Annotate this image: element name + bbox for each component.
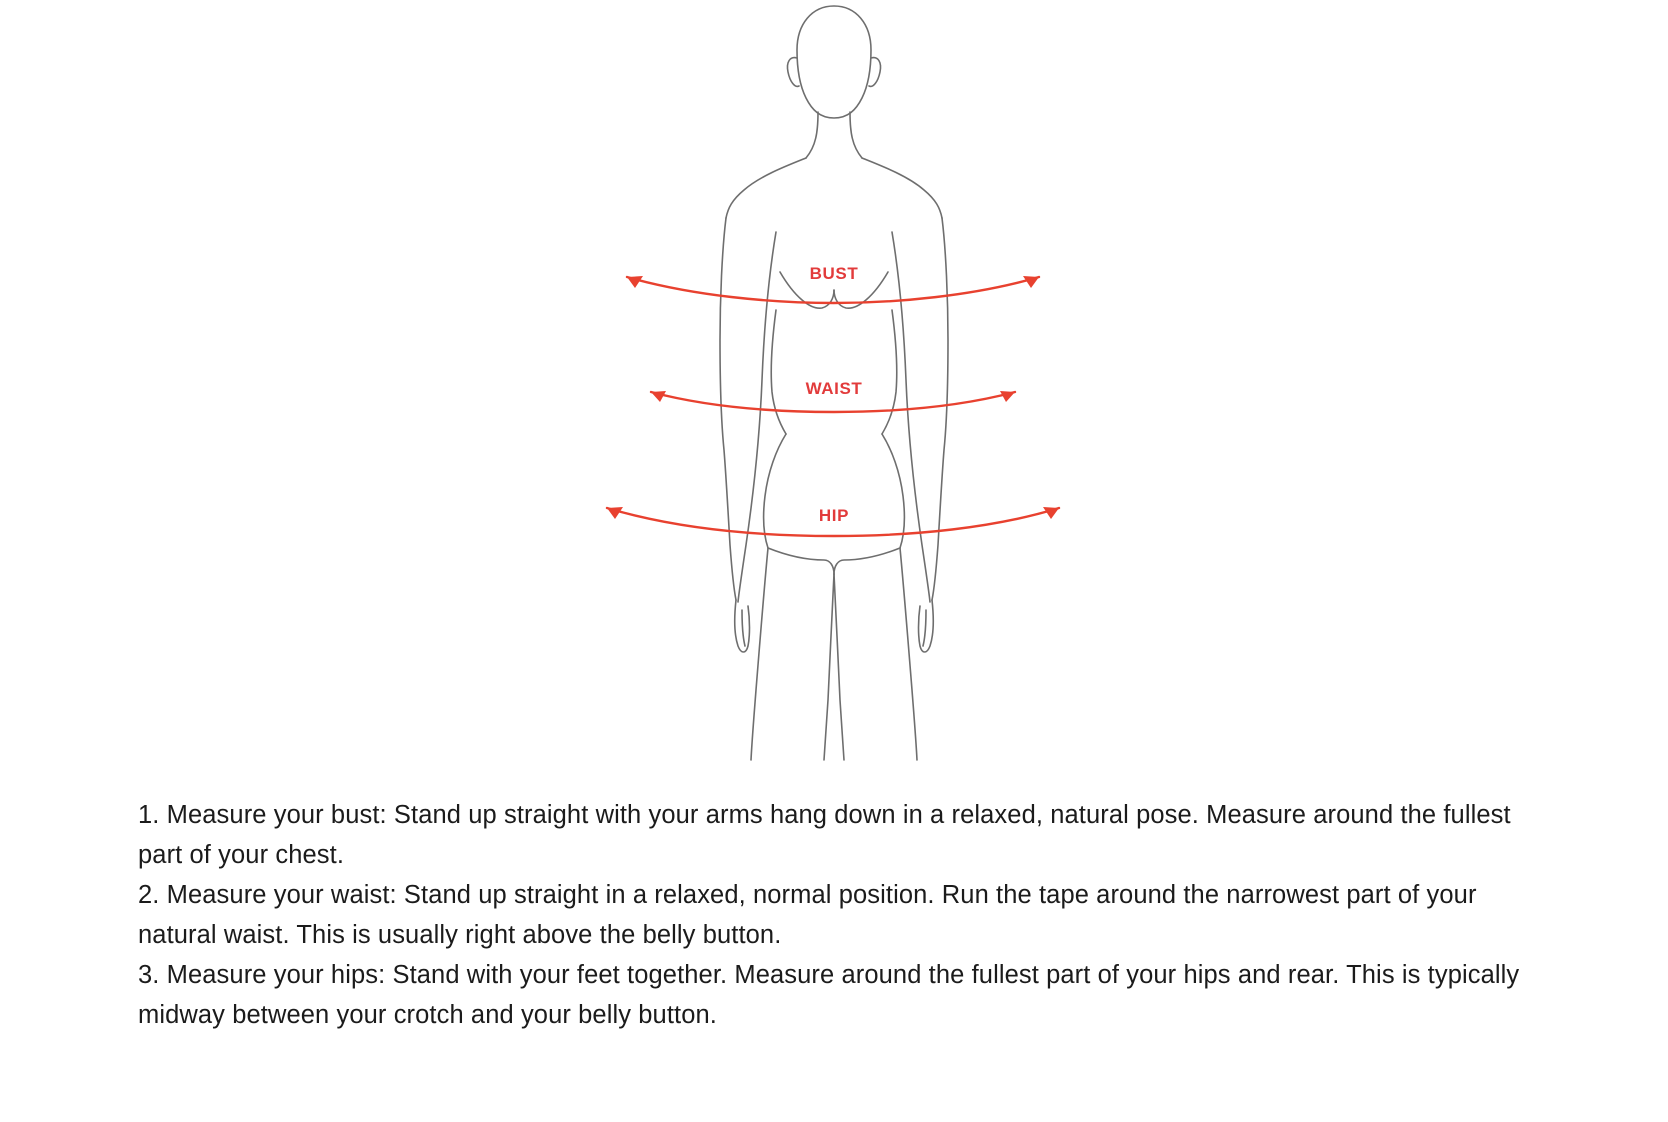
- instruction-hips: 3. Measure your hips: Stand with your feet together. Measure around the fullest part of your hips and rear. This is typically midway between your crotch and your belly button.: [138, 961, 1520, 1029]
- brief-left: [768, 548, 834, 574]
- torso-right: [882, 310, 897, 434]
- measuring-instructions: [138, 795, 1538, 1035]
- left-leg-outer: [751, 548, 768, 760]
- hip-label: HIP: [818, 506, 850, 525]
- bust-label: BUST: [809, 264, 859, 283]
- bust-arrow-left: [627, 276, 643, 288]
- left-hand-finger: [742, 610, 745, 646]
- brief-right: [834, 548, 900, 574]
- right-leg-outer: [900, 548, 917, 760]
- instruction-bust: 1. Measure your bust: Stand up straight with your arms hang down in a relaxed, natural pose. Measure around the fullest part of your chest.: [138, 801, 1511, 869]
- waist-label: WAIST: [805, 379, 863, 398]
- left-shoulder: [726, 158, 806, 218]
- right-arm-outer: [932, 218, 948, 600]
- body-diagram-svg: [554, 0, 1114, 780]
- right-shoulder: [862, 158, 942, 218]
- hip-left: [764, 434, 786, 548]
- instruction-waist: 2. Measure your waist: Stand up straight in a relaxed, normal position. Run the tape around the narrowest part of your natural waist. This is usually right above the belly button.: [138, 881, 1477, 949]
- right-leg-inner: [834, 574, 844, 760]
- left-leg-inner: [824, 574, 834, 760]
- neck-right: [850, 112, 862, 158]
- torso-left: [771, 310, 786, 434]
- left-arm-inner: [738, 232, 776, 602]
- left-arm-outer: [720, 218, 736, 600]
- right-hand-finger: [923, 610, 926, 646]
- waist-arrow-left: [651, 391, 666, 402]
- bust-arrow-right: [1023, 276, 1039, 288]
- neck-left: [806, 112, 818, 158]
- right-arm-inner: [892, 232, 930, 602]
- hip-right: [882, 434, 904, 548]
- waist-arrow-right: [1000, 391, 1015, 402]
- head-outline: [797, 6, 871, 118]
